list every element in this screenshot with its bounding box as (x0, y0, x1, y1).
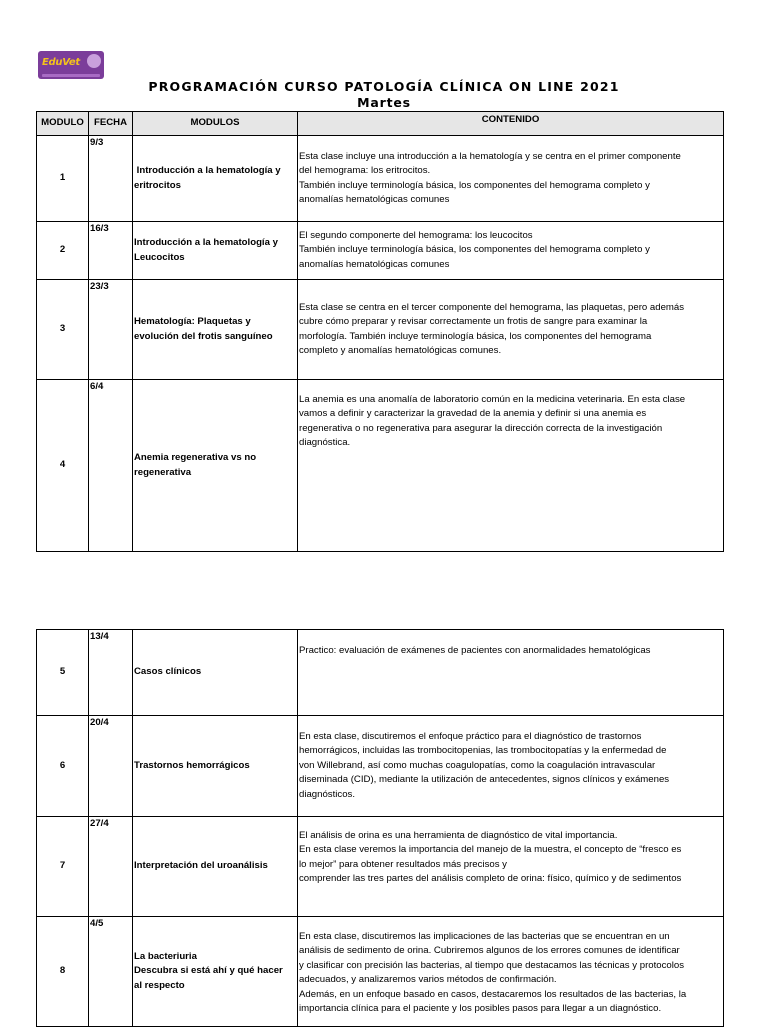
module-date: 16/3 (89, 222, 133, 280)
module-date: 27/4 (89, 817, 133, 917)
eduvet-logo (38, 51, 104, 79)
module-content-line: von Willebrand, así como muchas coagulopatías, como la coagulación intravascular (299, 759, 656, 771)
module-content-line: importancia clínica para el paciente y los posibles pasos para llegar a un diagnóstico. (299, 1003, 662, 1015)
module-number: 8 (37, 917, 89, 1027)
module-title-line: evolución del frotis sanguíneo (134, 330, 273, 342)
module-title-line: Interpretación del uroanálisis (134, 860, 268, 872)
module-content-line: El segundo componerte del hemograma: los leucocitos (299, 229, 533, 241)
module-content-line: También incluye terminología básica, los componentes del hemograma completo y (299, 179, 650, 191)
module-content-line: vamos a definir y caracterizar la gravedad de la anemia y definir si una anemia es (299, 408, 647, 420)
module-title-line: La bacteriuria (134, 950, 197, 962)
paw-icon (87, 54, 101, 68)
module-content-line: análisis de sedimento de orina. Cubriremos algunos de los errores comunes de identificar (299, 945, 680, 957)
page-title: PROGRAMACIÓN CURSO PATOLOGÍA CLÍNICA ON LINE 2021 (148, 79, 620, 94)
module-title-line: Descubra si está ahí y qué hacer (134, 965, 283, 977)
table-row (37, 136, 724, 222)
logo-tagline-bar (42, 74, 100, 77)
schedule-table-continued (36, 629, 724, 1027)
module-content-line: adecuados, y analizaremos varios métodos de confirmación. (299, 974, 557, 986)
page-subtitle: Martes (357, 95, 411, 110)
module-content-line: En esta clase veremos la importancia del manejo de la muestra, el concepto de “fresco es (299, 844, 682, 856)
module-content-line: regenerativa o no regenerativa para asegurar la dirección correcta de la investigación (299, 422, 663, 434)
module-date: 20/4 (89, 716, 133, 817)
module-content-line: En esta clase, discutiremos las implicaciones de las bacterias que se encuentran en un (299, 931, 670, 942)
module-date: 4/5 (89, 917, 133, 1027)
module-number: 2 (37, 222, 89, 280)
module-content-line: La anemia es una anomalía de laboratorio común en la medicina veterinaria. En esta clase (299, 394, 686, 405)
module-number: 4 (37, 380, 89, 552)
module-date: 9/3 (89, 136, 133, 222)
module-content-line: diagnósticos. (299, 788, 355, 800)
module-content-line: anomalías hematológicas comunes (299, 258, 450, 270)
module-number: 3 (37, 280, 89, 380)
table-row (37, 817, 724, 917)
header-modulo: MODULO (37, 112, 89, 136)
module-number: 5 (37, 630, 89, 716)
module-content (298, 917, 724, 1027)
module-title-line: Casos clínicos (134, 666, 202, 678)
module-content (298, 222, 724, 280)
module-title (133, 280, 298, 380)
logo-text: EduVet (42, 57, 80, 68)
module-content-line: Practico: evaluación de exámenes de pacientes con anormalidades hematológicas (299, 645, 651, 656)
module-title-line: eritrocitos (134, 179, 181, 191)
header-fecha: FECHA (89, 112, 133, 136)
table-row (37, 380, 724, 552)
module-content-line: diseminada (CID), mediante la utilización de antecedentes, signos clínicos y exámenes (299, 774, 670, 786)
module-content (298, 280, 724, 380)
header-row (37, 112, 724, 136)
module-content-line: Esta clase se centra en el tercer componente del hemograma, las plaquetas, pero además (299, 301, 685, 313)
module-title (133, 136, 298, 222)
module-content-line: y clasificar con precisión las bacterias, al tiempo que destacamos las técnicas y protocolos (299, 959, 684, 971)
module-title-line: Introducción a la hematología y (134, 237, 278, 249)
module-title-line: Leucocitos (134, 251, 185, 263)
table-row (37, 630, 724, 716)
schedule-table (36, 111, 724, 552)
module-number: 1 (37, 136, 89, 222)
module-content-line: morfología. También incluye terminología básica, los componentes del hemograma (299, 330, 652, 342)
module-title-line: Introducción a la hematología y (134, 165, 281, 177)
module-title-line: Anemia regenerativa vs no (134, 452, 257, 464)
module-content-line: También incluye terminología básica, los componentes del hemograma completo y (299, 244, 650, 256)
header-modulos: MODULOS (133, 112, 298, 136)
table-row (37, 917, 724, 1027)
module-title (133, 716, 298, 817)
module-content (298, 380, 724, 552)
module-number: 6 (37, 716, 89, 817)
module-content-line: Además, en un enfoque basado en casos, destacaremos los resultados de las bacterias, la (299, 988, 687, 1000)
module-date: 13/4 (89, 630, 133, 716)
module-content-line: Esta clase incluye una introducción a la hematología y se centra en el primer componente (299, 150, 681, 162)
table-row (37, 716, 724, 817)
header-contenido: CONTENIDO (298, 112, 724, 136)
table-row (37, 222, 724, 280)
module-content-line: completo y anomalías hematológicas comunes. (299, 344, 502, 356)
module-content-line: lo mejor” para obtener resultados más precisos y (299, 858, 507, 870)
module-content-line: comprender las tres partes del análisis completo de orina: físico, químico y de sedimentos (299, 873, 682, 885)
module-content (298, 630, 724, 716)
module-content-line: cubre cómo preparar y revisar correctamente un frotis de sangre para examinar la (299, 316, 648, 328)
module-content-line: hemorrágicos, incluidas las trombocitopenias, las trombocitopatías y la enfermedad de (299, 745, 667, 757)
module-number: 7 (37, 817, 89, 917)
module-content-line: diagnóstica. (299, 437, 351, 449)
module-title-line: al respecto (134, 979, 185, 991)
module-content (298, 136, 724, 222)
module-content-line: En esta clase, discutiremos el enfoque práctico para el diagnóstico de trastornos (299, 730, 642, 742)
module-content (298, 817, 724, 917)
module-title-line: regenerativa (134, 466, 192, 478)
module-title (133, 817, 298, 917)
module-title-line: Hematología: Plaquetas y (134, 316, 251, 328)
module-title (133, 630, 298, 716)
module-date: 23/3 (89, 280, 133, 380)
module-content-line: del hemograma: los eritrocitos. (299, 165, 431, 177)
module-content-line: El análisis de orina es una herramienta de diagnóstico de vital importancia. (299, 830, 618, 841)
module-title-line: Trastornos hemorrágicos (134, 759, 250, 771)
module-title (133, 222, 298, 280)
module-date: 6/4 (89, 380, 133, 552)
module-content-line: anomalías hematológicas comunes (299, 193, 450, 205)
table-row (37, 280, 724, 380)
module-title (133, 917, 298, 1027)
module-title (133, 380, 298, 552)
module-content (298, 716, 724, 817)
